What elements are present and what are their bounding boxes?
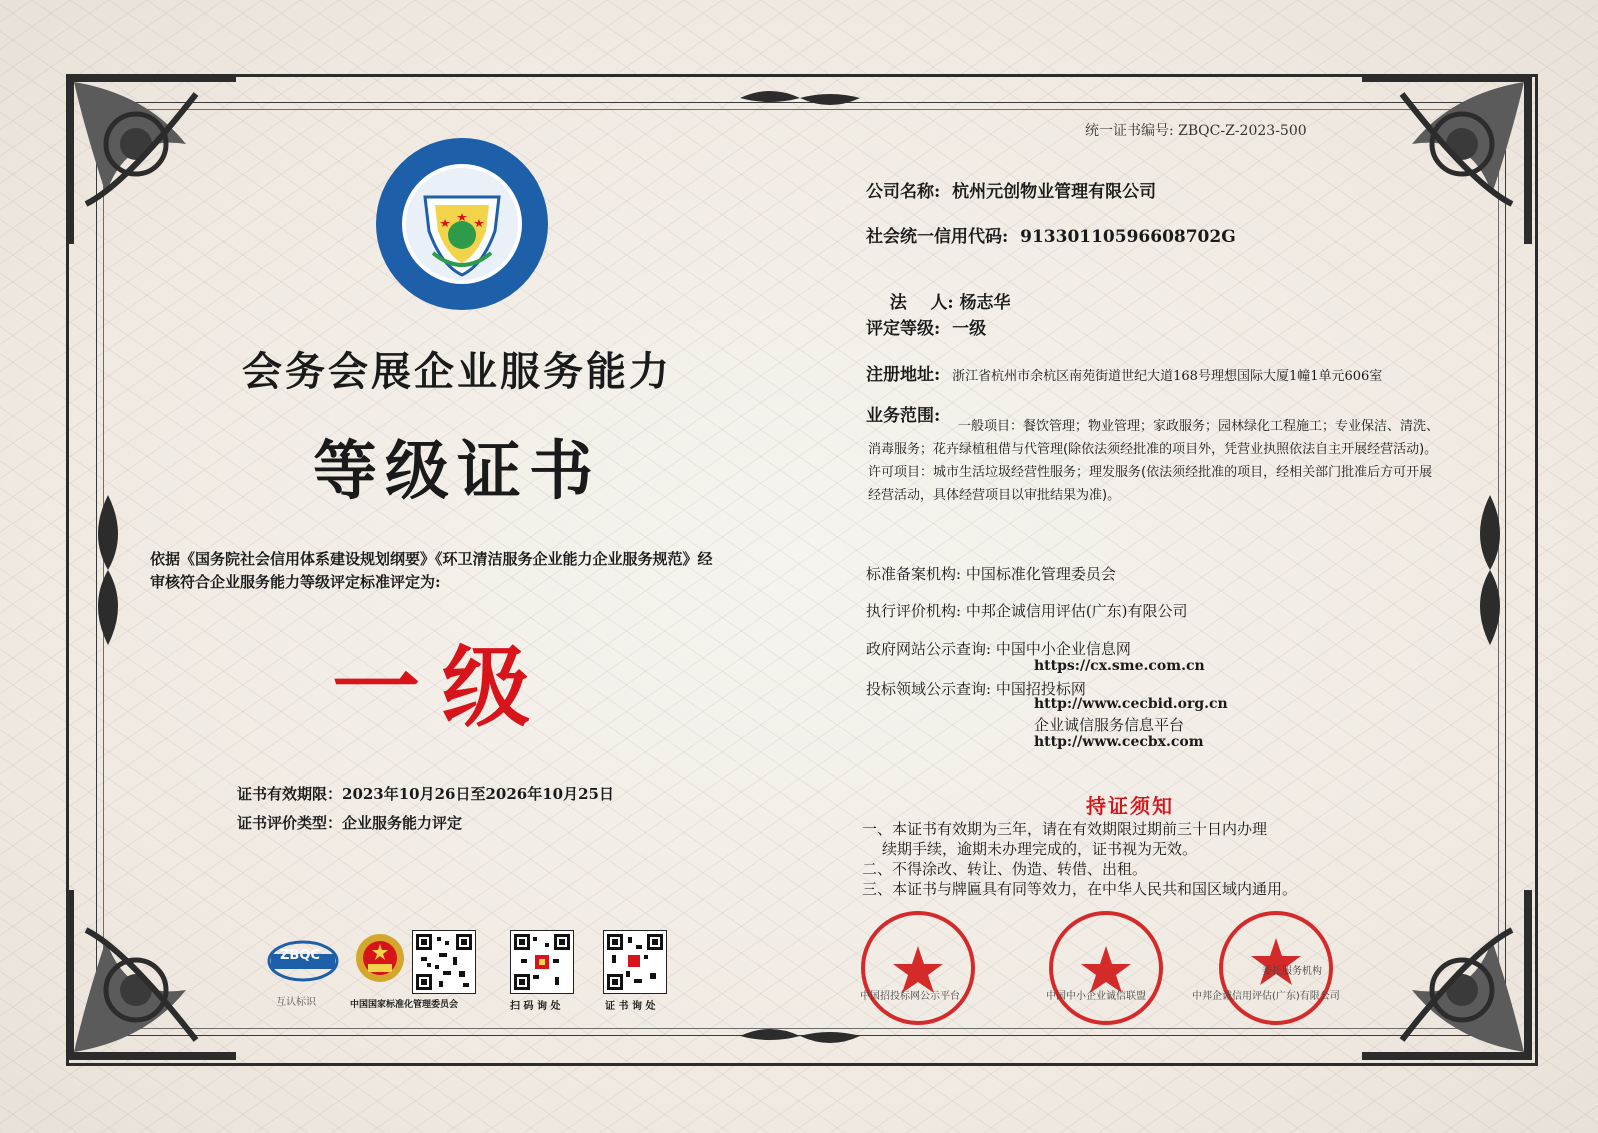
notice-title: 持证须知	[1086, 794, 1174, 818]
seal-inner-text: 委托服务机构	[1262, 966, 1322, 977]
legal-person: 杨志华	[959, 293, 1011, 313]
qr-caption-3: 证 书 询 处	[605, 1001, 656, 1012]
certificate-title-line1: 会务会展企业服务能力	[242, 348, 672, 395]
bid-query-url[interactable]: http://www.cecbid.org.cn	[1034, 696, 1228, 712]
scope-label: 业务范围:	[866, 406, 941, 426]
qr-code-3-icon[interactable]	[603, 930, 667, 994]
credit-code-row	[866, 222, 1236, 247]
credit-code: 91330110596608702G	[1020, 227, 1236, 247]
corner-ornament-icon	[66, 74, 236, 244]
side-ornament-icon	[88, 495, 128, 645]
notice-line-1: 一、本证书有效期为三年，请在有效期限过期前三十日内办理	[862, 820, 1268, 838]
bottom-ornament-icon	[740, 1022, 860, 1050]
certificate-title-line2: 等级证书	[313, 434, 601, 509]
rating-level: 一级	[332, 635, 553, 739]
evaluation-type: 证书评价类型：企业服务能力评定	[237, 814, 463, 832]
rating-emblem-icon	[373, 135, 551, 313]
side-ornament-icon	[1470, 495, 1510, 645]
standardization-emblem-icon	[354, 930, 406, 990]
executor-org: 执行评价机构: 中邦企诚信用评估(广东)有限公司	[866, 602, 1188, 620]
seal-caption-2: 中国中小企业诚信联盟	[1046, 991, 1146, 1002]
credit-platform-url[interactable]: http://www.cecbx.com	[1034, 734, 1204, 750]
company-name-row	[866, 177, 1156, 202]
seal-icon	[1046, 908, 1166, 1028]
seal-caption-3: 中邦企诚信用评估(广东)有限公司	[1192, 991, 1340, 1002]
company-name: 杭州元创物业管理有限公司	[952, 182, 1157, 202]
grade: 一级	[952, 319, 987, 339]
notice-line-1b: 续期手续，逾期未办理完成的，证书视为无效。	[882, 840, 1198, 858]
emblem-caption: 中国国家标准化管理委员会	[350, 1000, 459, 1010]
corner-ornament-icon	[1362, 890, 1532, 1060]
zbqc-text: ZBQC	[280, 948, 320, 963]
qr-caption-2: 扫 码 询 处	[510, 1001, 561, 1012]
certificate-number: 统一证书编号: ZBQC-Z-2023-500	[1085, 123, 1307, 139]
qr-code-2-icon[interactable]	[510, 930, 574, 994]
credit-platform-name: 企业诚信服务信息平台	[1034, 716, 1185, 734]
address-row	[866, 360, 1382, 385]
basis-text: 依据《国务院社会信用体系建设规划纲要》《环卫清洁服务企业能力企业服务规范》经审核符合企业服务能力等级评定标准评定为:	[150, 550, 713, 591]
top-ornament-icon	[740, 84, 860, 112]
seal-icon	[858, 908, 978, 1028]
business-scope: 一般项目：餐饮管理；物业管理；家政服务；园林绿化工程施工；专业保洁、清洗、消毒服务；花卉绿植租借与代管理(除依法须经批准的项目外，凭营业执照依法自主开展经营活动)。许可项目：城市生活垃圾经营性服务；理发服务(依法须经批准的项目，经相关部门批准后方可开展经营活动，具体经营项目以审批结果为准)。	[868, 419, 1440, 503]
seal-caption-1: 中国招投标网公示平台	[860, 991, 960, 1002]
bid-query-label: 投标领域公示查询: 中国招投标网	[866, 680, 1086, 698]
grade-row	[866, 314, 986, 339]
corner-ornament-icon	[66, 890, 236, 1060]
address-label: 注册地址:	[866, 365, 941, 385]
notice-line-3: 三、本证书与牌匾具有同等效力，在中华人民共和国区域内通用。	[862, 880, 1298, 898]
legal-person-label: 法 人:	[889, 293, 954, 313]
grade-label: 评定等级:	[866, 319, 941, 339]
credit-code-label: 社会统一信用代码:	[866, 227, 1009, 247]
notice-line-2: 二、不得涂改、转让、伪造、转借、出租。	[862, 860, 1148, 878]
zbqc-caption: 互认标识	[276, 997, 316, 1008]
qr-code-1-icon[interactable]	[412, 930, 476, 994]
validity-period: 证书有效期限：2023年10月26日至2026年10月25日	[237, 785, 614, 803]
gov-query-label: 政府网站公示查询: 中国中小企业信息网	[866, 640, 1131, 658]
corner-ornament-icon	[1362, 74, 1532, 244]
standard-org: 标准备案机构: 中国标准化管理委员会	[866, 565, 1116, 583]
address: 浙江省杭州市余杭区南苑街道世纪大道168号理想国际大厦1幢1单元606室	[952, 369, 1383, 384]
gov-query-url[interactable]: https://cx.sme.com.cn	[1034, 658, 1205, 674]
company-name-label: 公司名称:	[866, 182, 941, 202]
